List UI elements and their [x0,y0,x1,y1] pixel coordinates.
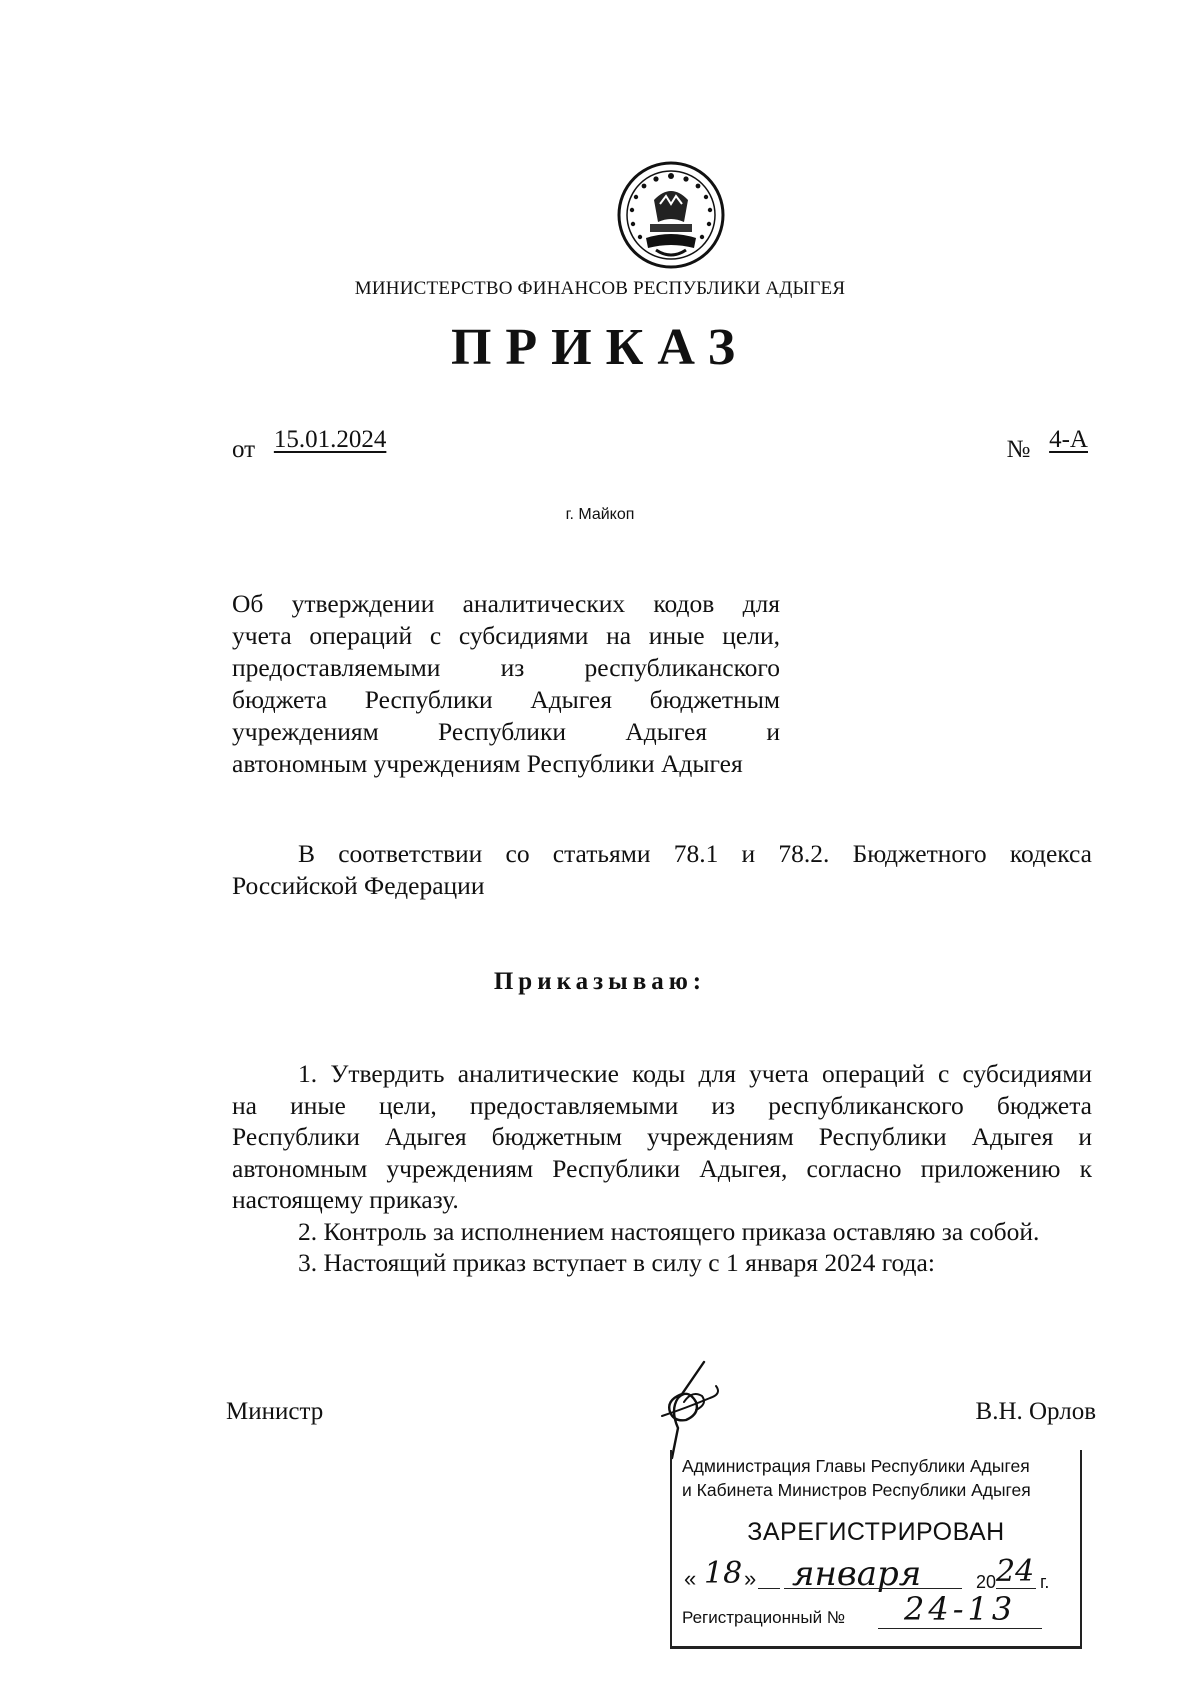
stamp-status: ЗАРЕГИСТРИРОВАН [747,1518,1005,1546]
subject-block [232,588,780,780]
preamble-line: Российской Федерации [232,871,485,900]
ministry-name: МИНИСТЕРСТВО ФИНАНСОВ РЕСПУБЛИКИ АДЫГЕЯ [354,278,846,299]
stamp-regno-row [682,1590,1017,1628]
stamp-year-suffix: 24 [996,1554,1035,1589]
item-line: 1. Утвердить аналитические коды для учета операций с субсидиями [298,1059,1092,1088]
item-3: 3. Настоящий приказ вступает в силу с 1 января 2024 года: [298,1248,935,1277]
stamp-regno: 24-13 [904,1590,1017,1628]
document-number: 4-А [1049,426,1088,453]
subject-line: учреждениям Республики Адыгея и [232,717,780,746]
stamp-day: 18 [704,1556,743,1591]
stamp-agency-line: и Кабинета Министров Республики Адыгея [682,1480,1031,1500]
subject-line: автономным учреждениям Республики Адыгея [232,749,743,778]
stamp-year-unit: г. [1040,1572,1050,1592]
item-line: Республики Адыгея бюджетным учреждениям Республики Адыгея и [232,1122,1092,1151]
stamp-month: января [792,1554,922,1594]
stamp-year-prefix: 20 [976,1572,997,1592]
signer-name: В.Н. Орлов [975,1398,1096,1425]
number-label: № [1006,436,1031,463]
item-line: на иные цели, предоставляемыми из республиканского бюджета [232,1090,1092,1120]
item-2: 2. Контроль за исполнением настоящего приказа оставляю за собой. [298,1216,1040,1246]
decree-word: Приказываю: [493,968,707,995]
date-label: от [232,436,256,463]
registration-stamp [670,1450,1082,1649]
subject-line: предоставляемыми из республиканского [232,653,780,682]
subject-line: Об утверждении аналитических кодов для [232,589,780,618]
document-date: 15.01.2024 [273,426,387,453]
order-items [232,1058,1092,1279]
preamble [232,838,1092,902]
stamp-date-line: « 18 » января 20 24 г. [684,1554,1050,1594]
subject-line: бюджета Республики Адыгея бюджетным [232,685,780,714]
emblem-icon [616,160,726,270]
subject-line: учета операций с субсидиями на иные цели, [232,621,780,650]
preamble-line: В соответствии со статьями 78.1 и 78.2. Бюджетного кодекса [298,839,1092,868]
city: г. Майкоп [565,506,635,523]
stamp-regno-label: Регистрационный № [682,1608,846,1627]
document-title: ПРИКАЗ [450,319,750,376]
signer-position: Министр [226,1398,324,1425]
item-line: настоящему приказу. [232,1185,459,1214]
item-line: автономным учреждениям Республики Адыгея, согласно приложению к [232,1153,1092,1183]
number-row [1006,426,1089,464]
date-row [232,426,387,464]
stamp-agency-line: Администрация Главы Республики Адыгея [682,1456,1030,1476]
